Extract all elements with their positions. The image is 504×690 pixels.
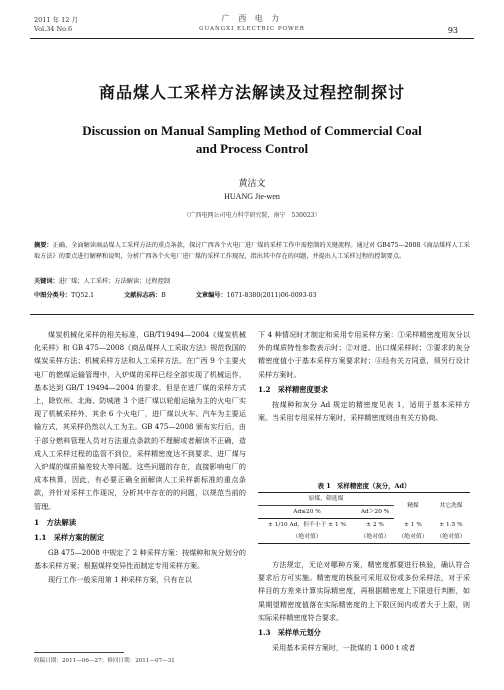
- paragraph-precision: 按煤种和灰分 Ad 规定的精密度见表 1，适用于基本采样方案。当采用专用采样方案时，采样精密度则由有关方协商。: [258, 400, 470, 423]
- right-column: [258, 328, 470, 424]
- table-head-other-washed: 其它洗煤: [432, 493, 470, 519]
- received-date: 收稿日期：2011—06—27；修回日期：2011—07—31: [34, 658, 175, 664]
- table-cell-d: ± 1.5 %: [439, 521, 463, 528]
- journal-header: [0, 14, 504, 34]
- table-title: 表 1 采样精密度（灰分，Ad）: [317, 482, 411, 490]
- paper-title-en: [40, 122, 464, 158]
- clc-label: 中图分类号：: [34, 292, 72, 299]
- volume-number: Vol.34 No.6: [34, 25, 73, 33]
- table-unit-d: （绝对值）: [432, 531, 470, 544]
- table-cell-formula: ± 1/10 Ad，但不小于 ± 1 %: [268, 522, 347, 528]
- article-no-value: 1671-8380(2011)06-0093-03: [226, 292, 317, 299]
- doc-code-label: 文献标志码：: [124, 292, 162, 299]
- keywords-text: 进厂煤；人工采样；方法解读；过程控制: [58, 278, 171, 285]
- paragraph-special-schemes: 下 4 种情况时才制定和采用专用采样方案：①采样精密度用灰分以外的煤质特性参数表示时；②对进、出口煤采样时；③要求的灰分精密度值小于基本采样方案要求时；④经有关方同意，须另行设计采样方案时。: [258, 330, 470, 379]
- clc-value: TQ52.1: [71, 292, 95, 299]
- table-col-b: Ad＞20 %: [356, 506, 394, 519]
- author-cn: 黄洁文: [238, 179, 266, 189]
- page-number: 93: [447, 26, 458, 35]
- paper-title-cn: 商品煤人工采样方法解读及过程控制探讨: [98, 83, 405, 102]
- footnote-rule: [34, 652, 124, 653]
- left-column: [34, 328, 246, 586]
- subsection-heading-1-1: 1.1 采样方案的制定: [34, 533, 105, 543]
- table-cell-b: ± 2 %: [366, 522, 384, 528]
- table-head-raw-coal: 原煤、筛选煤: [258, 493, 394, 506]
- affiliation: （广西电网公司电力科学研究院，南宁 530023）: [183, 212, 321, 219]
- article-no-label: 文章编号：: [195, 292, 227, 299]
- table-head-clean-coal: 精煤: [394, 493, 432, 519]
- subsection-heading-1-2: 1.2 采样精密度要求: [258, 384, 329, 394]
- precision-table: [258, 492, 470, 544]
- subsection-heading-1-3: 1.3 采样单元划分: [258, 628, 321, 638]
- header-rule: [30, 38, 474, 39]
- paper-title-en-line2: and Process Control: [195, 141, 309, 156]
- table-unit-b: （绝对值）: [356, 531, 394, 544]
- table-cell-c: ± 1 %: [404, 521, 422, 528]
- table-unit-c: （绝对值）: [394, 531, 432, 544]
- paragraph-precision-check: 方法规定，无论对哪种方案，精密度都要进行核验，确认符合要求后方可实施。精密度的核验可采用双份或多份采样法，对于采样目的方差来计算实际精密度，再根据精密度上下限进行判断，如果期望精密度值落在实际精密度的上下限区间内或者大于上限，则实际采样精密度符合要求。: [258, 560, 470, 622]
- paper-title-en-line1: Discussion on Manual Sampling Method of Commercial Coal: [82, 123, 422, 138]
- table-col-a: Ad≤20 %: [258, 506, 356, 519]
- journal-name-cn: 广 西 电 力: [221, 14, 283, 23]
- abstract-text: 正确、全面解读商品煤人工采样方法的重点条款，探讨广西各个火电厂进厂煤的采样工作中需控制的关键流程。通过对 GB475—2008《商品煤样人工采取方法》的要点进行解释和说明，分析广西各个火电厂进厂煤的采样工作现况，指出其中存在的问题，并提出人工采样过程的控制要点。: [34, 242, 470, 260]
- abstract-label: 摘要：: [34, 242, 53, 249]
- journal-name-en: GUANGXI ELECTRIC POWER: [199, 26, 305, 32]
- classification-line: [34, 290, 345, 299]
- abstract-rule: [30, 314, 474, 315]
- keywords: [34, 276, 170, 285]
- issue-date: 2011 年 12 月: [34, 16, 79, 24]
- abstract: [34, 240, 470, 262]
- table-unit-a: （绝对值）: [258, 531, 356, 544]
- paragraph-current-practice: 现行工作一般采用第 1 种采样方案，只有在以: [48, 574, 192, 584]
- author-en: HUANG Jie-wen: [224, 192, 280, 201]
- right-column-lower: [258, 558, 470, 654]
- keywords-label: 关键词：: [34, 278, 59, 285]
- paragraph-sampling-schemes: GB 475—2008 中规定了 2 种采样方案：按煤种和灰分划分的基本采样方案；根据煤样变异性而制定专用采样方案。: [34, 548, 246, 571]
- paragraph-sampling-unit: 采用基本采样方案时，一批煤的 1 000 t 或者: [272, 643, 416, 653]
- intro-paragraph: 煤炭机械化采样的相关标准，GB/T19494—2004《煤炭机械化采样》和 GB 475—2008《商品煤样人工采取方法》规范我国的煤炭采样方法；机械采样方法和人工采样方法。在广西 9 个主要火电厂的燃煤运输管理中，入炉煤的采样已经全部实现了机械运作，基本达到 GB/T 19494—2004 的要求。但是在进厂煤的采样方式上，除钦州、北海、防城港 3 个进厂煤以轮船运输为主的火电厂实现了机械采样外，其余 6 个火电厂，进厂煤以火车、汽车为主要运输方式，其采样仍然以人工为主。GB 475—2008 颁布实行后，由于部分燃料管理人员对方法重点条款的不理解或者解读不正确，造成人工采样过程的监管不到位，采样精密度达不到要求、进厂煤与入炉煤的煤质偏差较大等问题。这些问题的存在，直接影响电厂的成本核算，因此，有必要正确全面解读人工采样新标准的重点条款，并针对采样工作现况，分析其中存在的的问题，以规范当前的管理。: [34, 330, 246, 511]
- doc-code-value: B: [161, 292, 166, 299]
- section-heading-1: 1 方法解读: [34, 517, 77, 527]
